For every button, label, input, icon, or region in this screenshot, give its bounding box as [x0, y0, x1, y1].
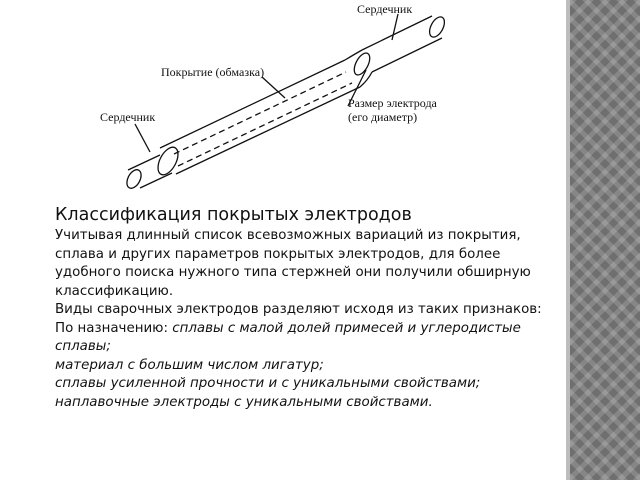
- core-right-body: [362, 16, 442, 72]
- leader-coating: [262, 77, 285, 98]
- paragraph-types: Виды сварочных электродов разделяют исходя из таких признаков:: [55, 302, 542, 317]
- coating-taper: [345, 50, 372, 87]
- label-core-top: Сердечник: [357, 2, 413, 16]
- label-electrode-size: Размер электрода: [348, 96, 437, 110]
- leader-core-left: [135, 124, 150, 152]
- paragraph-purpose: [55, 320, 560, 357]
- coating-inner-dash-2: [178, 83, 352, 166]
- leader-core-top: [392, 14, 398, 40]
- electrode-drawing: [0, 0, 560, 205]
- core-right-end: [427, 14, 448, 39]
- purpose-alloys: сплавы с малой долей примесей и углеродистые сплавы;: [55, 320, 521, 354]
- coating-inner-dash-1: [174, 72, 346, 154]
- paragraph-ligature: [55, 357, 560, 376]
- text-content: [55, 203, 560, 412]
- slide-title: Классификация покрытых электродов: [55, 205, 412, 225]
- side-pattern-panel: [570, 0, 640, 480]
- label-coating: Покрытие (обмазка): [161, 65, 265, 79]
- ligature-text: материал с большим числом лигатур;: [55, 357, 324, 373]
- label-electrode-diameter: (его диаметр): [348, 110, 418, 124]
- paragraph-intro: Учитывая длинный список всевозможных вариаций из покрытия, сплава и других параметров покрытых электродов, для более удобного поиска нужного типа стержней они получили обширную классификацию.: [55, 228, 531, 299]
- strength-text: сплавы усиленной прочности и с уникальными свойствами; наплавочные электроды с уникальными свойствами.: [55, 376, 481, 410]
- coating-bottom-edge: [176, 87, 360, 174]
- electrode-diagram: [0, 0, 560, 205]
- label-core-left: Сердечник: [100, 110, 156, 124]
- paragraph-strength: [55, 375, 560, 412]
- purpose-label: По назначению:: [55, 320, 173, 336]
